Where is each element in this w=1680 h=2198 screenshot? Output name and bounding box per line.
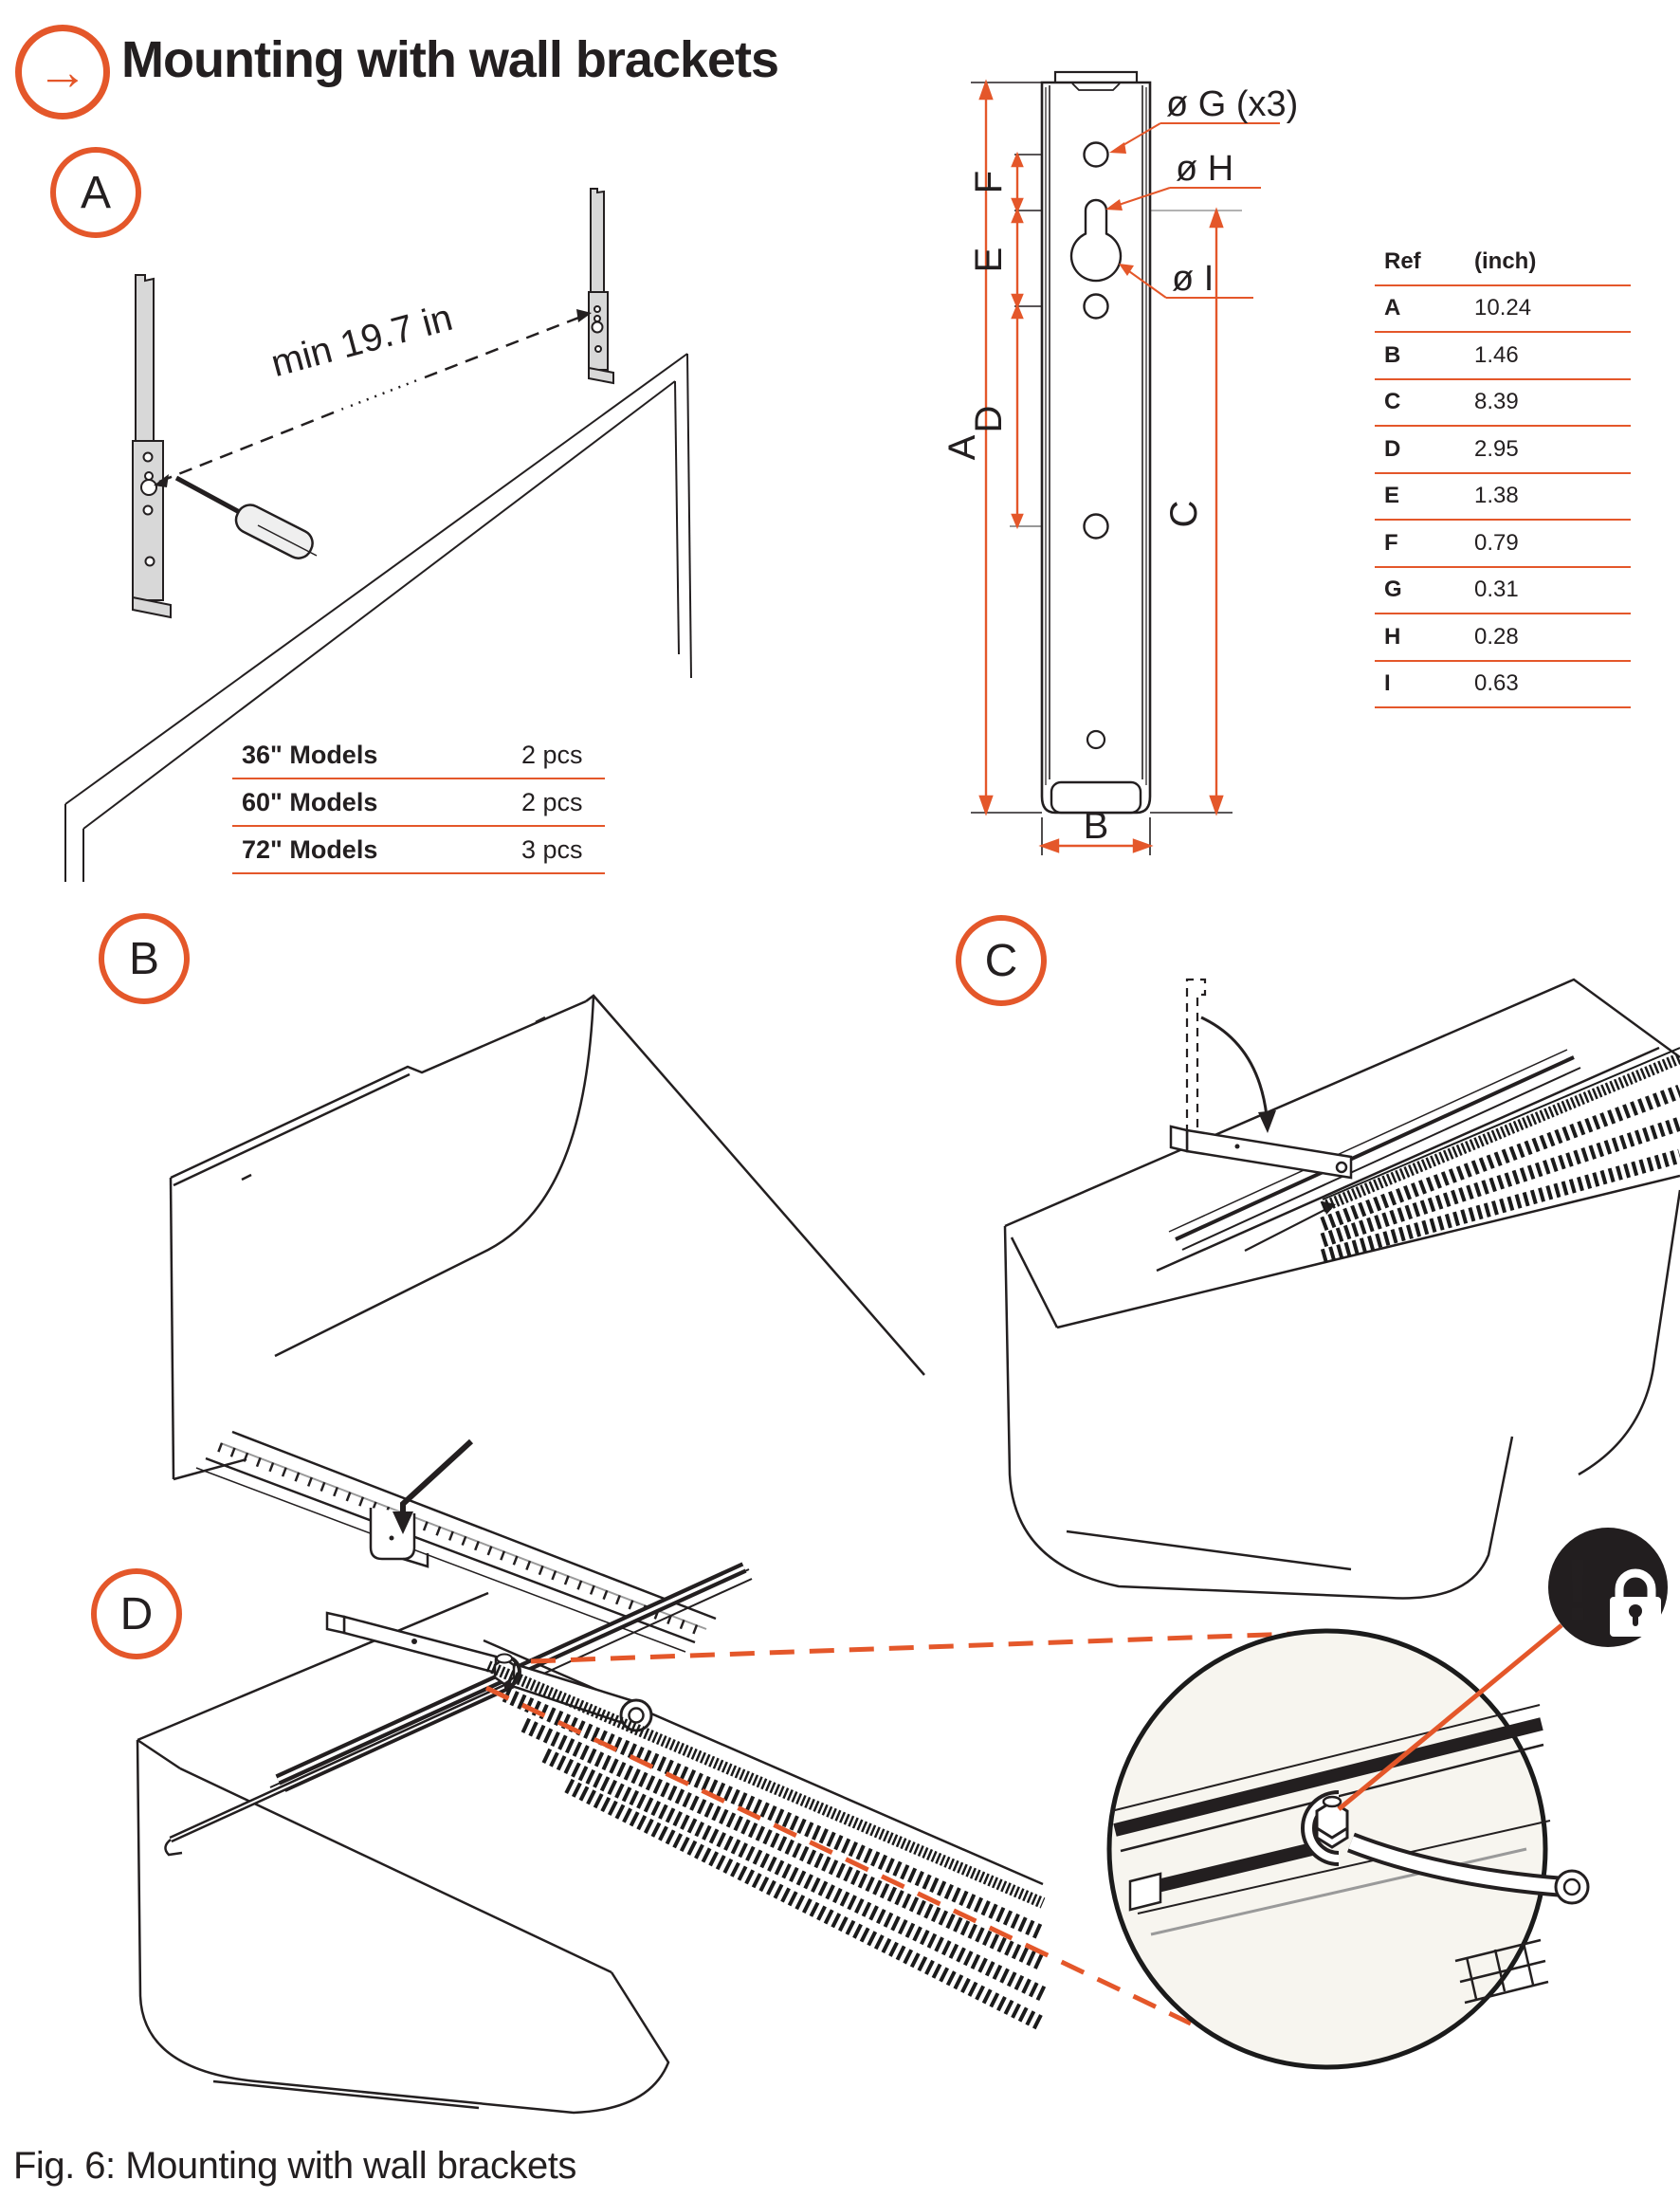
dim-d-label: D [968, 405, 1010, 433]
hole-4 [1085, 515, 1108, 539]
arrow-glyph: → [37, 44, 88, 101]
table-row: A 10.24 [1375, 286, 1631, 334]
table-row: 60" Models 2 pcs [232, 779, 605, 827]
table-row: 72" Models 3 pcs [232, 827, 605, 874]
dim-e-label: E [968, 247, 1010, 273]
dim-c-label: C [1163, 500, 1205, 528]
table-row: 36" Models 2 pcs [232, 732, 605, 779]
unit-outline [171, 996, 924, 1479]
table-row: G 0.31 [1375, 568, 1631, 615]
page-title: Mounting with wall brackets [121, 31, 779, 88]
models-quantity-table [232, 732, 605, 874]
dia-i-label: ø I [1172, 259, 1214, 299]
table-row: D 2.95 [1375, 427, 1631, 474]
curved-insert-arrow-icon [1201, 1017, 1276, 1133]
warning-lock-badge [1548, 1528, 1668, 1647]
hole-5 [1087, 731, 1105, 748]
dim-b-label: B [1083, 805, 1109, 847]
dia-h-label: ø H [1176, 149, 1234, 189]
bracket-body [1042, 72, 1150, 813]
col-ref: Ref [1384, 247, 1421, 274]
right-bracket [589, 189, 613, 383]
table-row: B 1.46 [1375, 333, 1631, 380]
table-row: H 0.28 [1375, 614, 1631, 662]
dia-g-label: ø G (x3) [1166, 84, 1299, 124]
unit-outline [1005, 980, 1680, 1598]
screwdriver-icon [176, 478, 317, 562]
crossbar-bracket [327, 1613, 496, 1673]
hole-3 [1085, 295, 1108, 319]
section-b-letter: B [128, 933, 159, 984]
table-row: I 0.63 [1375, 662, 1631, 709]
dim-f-label: F [968, 170, 1010, 194]
table-row: C 8.39 [1375, 380, 1631, 428]
section-d-letter: D [119, 1588, 154, 1639]
exclamation-icon: ! [1562, 1542, 1593, 1639]
dimensions-table [1375, 239, 1631, 708]
table-row: E 1.38 [1375, 474, 1631, 522]
table-row: F 0.79 [1375, 521, 1631, 568]
section-a-letter: A [80, 167, 111, 218]
col-inch: (inch) [1474, 247, 1537, 274]
dimensions-table-header [1375, 239, 1631, 286]
diagram-c-hang-unit-on-bracket [953, 906, 1680, 1612]
arrow-right-icon [15, 25, 110, 119]
bracket-dimension-drawing [941, 47, 1394, 863]
hole-g [1085, 143, 1108, 167]
section-c-letter: C [984, 935, 1018, 986]
dashed-bracket-position [1187, 980, 1205, 1133]
bracket-bar-end [1130, 1874, 1160, 1910]
figure-caption: Fig. 6: Mounting with wall brackets [13, 2145, 576, 2187]
detail-zoom-area [474, 1515, 1680, 2198]
wall-bracket-plate [1171, 1126, 1351, 1178]
min-distance-label: min 19.7 in [266, 296, 457, 386]
dim-a-label: A [941, 434, 983, 461]
left-bracket [133, 275, 171, 617]
